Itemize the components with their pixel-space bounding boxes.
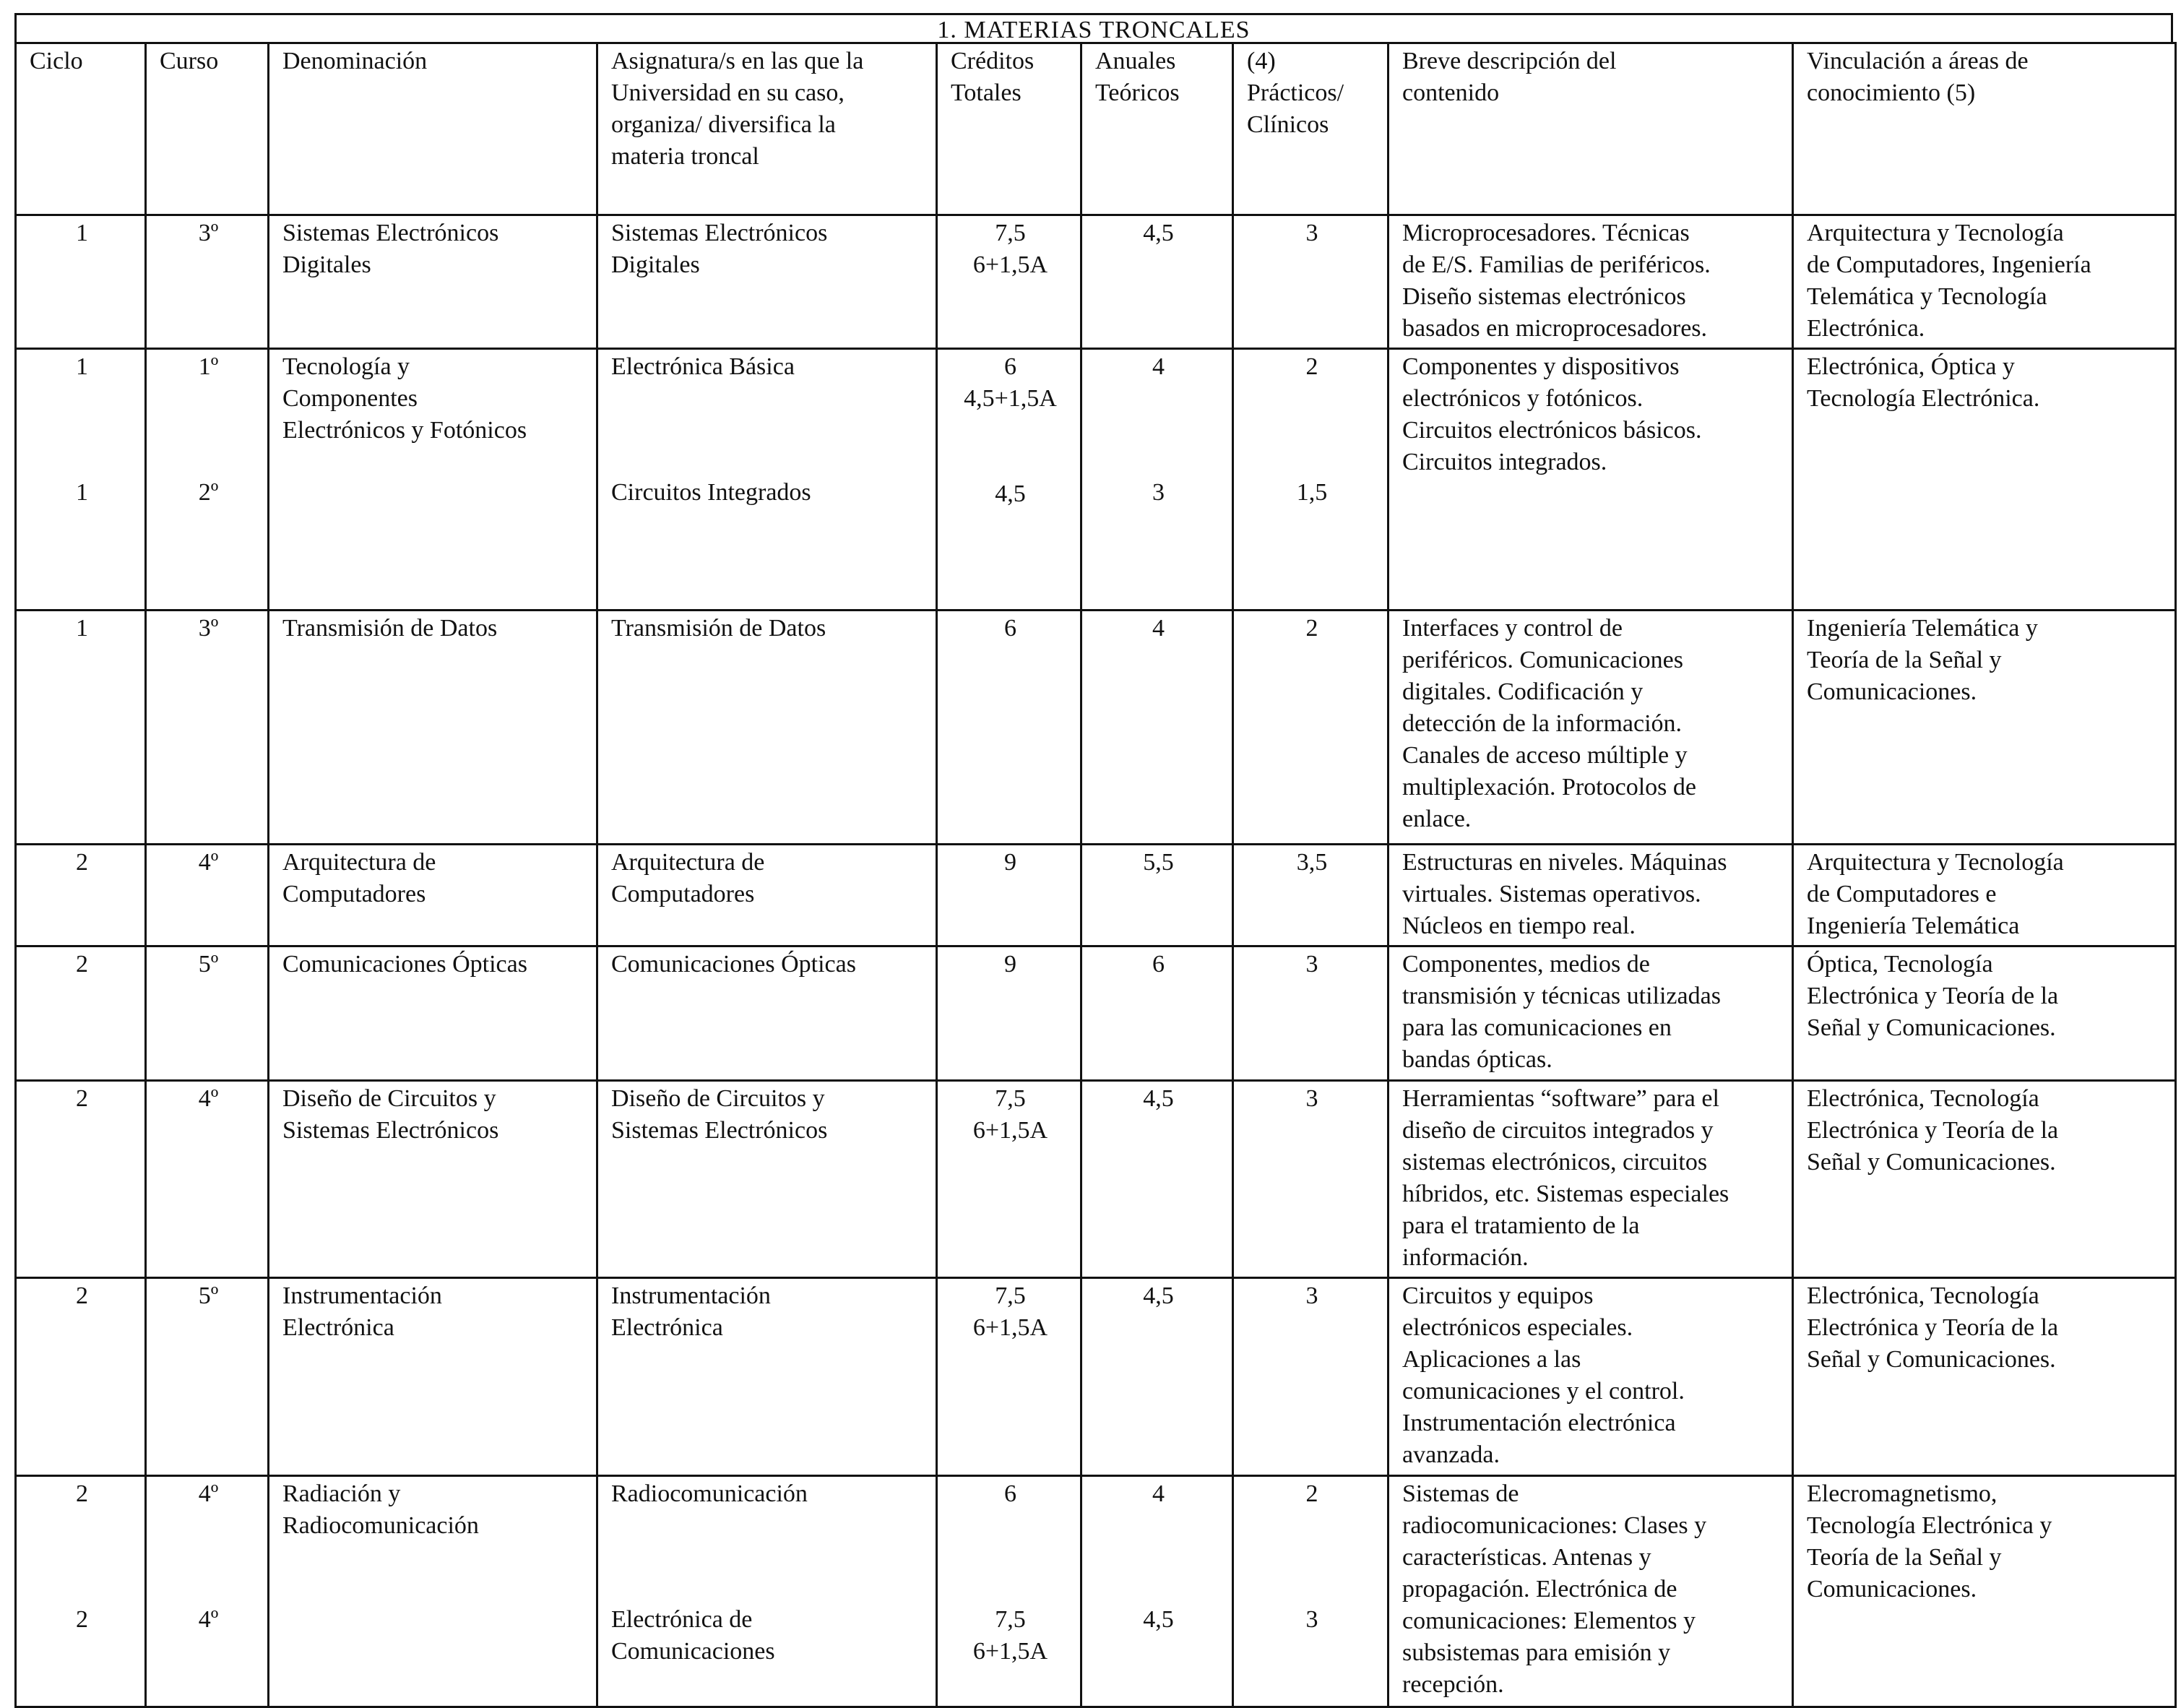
- cell-vinculacion: Electrónica, Óptica y Tecnología Electrónica.: [1793, 349, 2176, 611]
- cell-denominacion: Sistemas Electrónicos Digitales: [269, 215, 597, 349]
- cell-creditos: 6: [937, 611, 1081, 845]
- cell-creditos: 9: [937, 845, 1081, 946]
- table-row: [16, 845, 2176, 946]
- cell-ciclo: 2 2: [16, 1476, 146, 1707]
- cell-creditos: 7,5 6+1,5A: [937, 215, 1081, 349]
- cell-creditos: 9: [937, 946, 1081, 1081]
- cell-descripcion: Componentes y dispositivos electrónicos y fotónicos. Circuitos electrónicos básicos. Circuitos integrados.: [1389, 349, 1793, 611]
- cell-descripcion: Interfaces y control de periféricos. Comunicaciones digitales. Codificación y detección de la información. Canales de acceso múltiple y multiplexación. Protocolos de enlace.: [1389, 611, 1793, 845]
- section-title: 1. MATERIAS TRONCALES: [14, 13, 2173, 42]
- cell-denominacion: Tecnología y Componentes Electrónicos y Fotónicos: [269, 349, 597, 611]
- cell-curso: 3º: [146, 611, 269, 845]
- header-practicos: (4) Prácticos/ Clínicos: [1233, 43, 1389, 215]
- cell-vinculacion: Arquitectura y Tecnología de Computadores e Ingeniería Telemática: [1793, 845, 2176, 946]
- cell-creditos: 6 7,5 6+1,5A: [937, 1476, 1081, 1707]
- header-asignatura: Asignatura/s en las que la Universidad en su caso, organiza/ diversifica la materia troncal: [597, 43, 937, 215]
- cell-practicos: 3: [1233, 215, 1389, 349]
- cell-practicos: 3,5: [1233, 845, 1389, 946]
- table-row: [16, 1278, 2176, 1476]
- cell-practicos: 3: [1233, 1278, 1389, 1476]
- cell-practicos: 2 3: [1233, 1476, 1389, 1707]
- cell-teoricos: 4,5: [1081, 215, 1233, 349]
- cell-teoricos: 4,5: [1081, 1081, 1233, 1278]
- cell-denominacion: Transmisión de Datos: [269, 611, 597, 845]
- cell-ciclo: 2: [16, 1081, 146, 1278]
- header-curso: Curso: [146, 43, 269, 215]
- cell-practicos: 3: [1233, 946, 1389, 1081]
- cell-ciclo: 1 1: [16, 349, 146, 611]
- table-row: [16, 946, 2176, 1081]
- header-descripcion: Breve descripción del contenido: [1389, 43, 1793, 215]
- cell-denominacion: Comunicaciones Ópticas: [269, 946, 597, 1081]
- cell-creditos: 7,5 6+1,5A: [937, 1081, 1081, 1278]
- cell-practicos: 2: [1233, 611, 1389, 845]
- table-row: [16, 611, 2176, 845]
- cell-asignatura: Sistemas Electrónicos Digitales: [597, 215, 937, 349]
- document-page: [14, 13, 2174, 1708]
- cell-ciclo: 2: [16, 1278, 146, 1476]
- table-row: [16, 215, 2176, 349]
- cell-teoricos: 5,5: [1081, 845, 1233, 946]
- cell-ciclo: 2: [16, 946, 146, 1081]
- header-ciclo: Ciclo: [16, 43, 146, 215]
- cell-descripcion: Componentes, medios de transmisión y técnicas utilizadas para las comunicaciones en bandas ópticas.: [1389, 946, 1793, 1081]
- cell-ciclo: 2: [16, 845, 146, 946]
- cell-ciclo: 1: [16, 215, 146, 349]
- header-anuales: Anuales Teóricos: [1081, 43, 1233, 215]
- cell-vinculacion: Elecromagnetismo, Tecnología Electrónica y Teoría de la Señal y Comunicaciones.: [1793, 1476, 2176, 1707]
- cell-curso: 4º: [146, 845, 269, 946]
- materias-troncales-table: [14, 42, 2177, 1708]
- cell-curso: 5º: [146, 946, 269, 1081]
- cell-curso: 3º: [146, 215, 269, 349]
- cell-vinculacion: Arquitectura y Tecnología de Computadores, Ingeniería Telemática y Tecnología Electrónica.: [1793, 215, 2176, 349]
- cell-teoricos: 4: [1081, 611, 1233, 845]
- cell-vinculacion: Electrónica, Tecnología Electrónica y Teoría de la Señal y Comunicaciones.: [1793, 1081, 2176, 1278]
- cell-denominacion: Radiación y Radiocomunicación: [269, 1476, 597, 1707]
- cell-asignatura: Transmisión de Datos: [597, 611, 937, 845]
- header-creditos: Créditos Totales: [937, 43, 1081, 215]
- cell-descripcion: Microprocesadores. Técnicas de E/S. Familias de periféricos. Diseño sistemas electrónicos basados en microprocesadores.: [1389, 215, 1793, 349]
- cell-curso: 4º 4º: [146, 1476, 269, 1707]
- table-header-row: [16, 43, 2176, 215]
- header-denominacion: Denominación: [269, 43, 597, 215]
- cell-practicos: 2 1,5: [1233, 349, 1389, 611]
- cell-teoricos: 4,5: [1081, 1278, 1233, 1476]
- cell-denominacion: Instrumentación Electrónica: [269, 1278, 597, 1476]
- cell-denominacion: Arquitectura de Computadores: [269, 845, 597, 946]
- cell-vinculacion: Ingeniería Telemática y Teoría de la Señal y Comunicaciones.: [1793, 611, 2176, 845]
- cell-descripcion: Herramientas “software” para el diseño de circuitos integrados y sistemas electrónicos, circuitos híbridos, etc. Sistemas especiales para el tratamiento de la información.: [1389, 1081, 1793, 1278]
- table-row: [16, 1476, 2176, 1707]
- cell-descripcion: Estructuras en niveles. Máquinas virtuales. Sistemas operativos. Núcleos en tiempo real.: [1389, 845, 1793, 946]
- cell-descripcion: Circuitos y equipos electrónicos especiales. Aplicaciones a las comunicaciones y el control. Instrumentación electrónica avanzada.: [1389, 1278, 1793, 1476]
- cell-teoricos: 4 4,5: [1081, 1476, 1233, 1707]
- cell-teoricos: 6: [1081, 946, 1233, 1081]
- cell-ciclo: 1: [16, 611, 146, 845]
- cell-creditos: 6 4,5+1,5A 4,5: [937, 349, 1081, 611]
- header-vinculacion: Vinculación a áreas de conocimiento (5): [1793, 43, 2176, 215]
- cell-descripcion: Sistemas de radiocomunicaciones: Clases y características. Antenas y propagación. Electrónica de comunicaciones: Elementos y subsistemas para emisión y recepción.: [1389, 1476, 1793, 1707]
- cell-asignatura: Instrumentación Electrónica: [597, 1278, 937, 1476]
- table-row: [16, 349, 2176, 611]
- cell-vinculacion: Óptica, Tecnología Electrónica y Teoría de la Señal y Comunicaciones.: [1793, 946, 2176, 1081]
- cell-asignatura: Diseño de Circuitos y Sistemas Electrónicos: [597, 1081, 937, 1278]
- cell-practicos: 3: [1233, 1081, 1389, 1278]
- cell-asignatura: Electrónica Básica Circuitos Integrados: [597, 349, 937, 611]
- cell-curso: 1º 2º: [146, 349, 269, 611]
- table-row: [16, 1081, 2176, 1278]
- cell-curso: 4º: [146, 1081, 269, 1278]
- cell-creditos: 7,5 6+1,5A: [937, 1278, 1081, 1476]
- cell-asignatura: Radiocomunicación Electrónica de Comunicaciones: [597, 1476, 937, 1707]
- cell-teoricos: 4 3: [1081, 349, 1233, 611]
- cell-curso: 5º: [146, 1278, 269, 1476]
- cell-denominacion: Diseño de Circuitos y Sistemas Electrónicos: [269, 1081, 597, 1278]
- cell-asignatura: Arquitectura de Computadores: [597, 845, 937, 946]
- cell-vinculacion: Electrónica, Tecnología Electrónica y Teoría de la Señal y Comunicaciones.: [1793, 1278, 2176, 1476]
- cell-asignatura: Comunicaciones Ópticas: [597, 946, 937, 1081]
